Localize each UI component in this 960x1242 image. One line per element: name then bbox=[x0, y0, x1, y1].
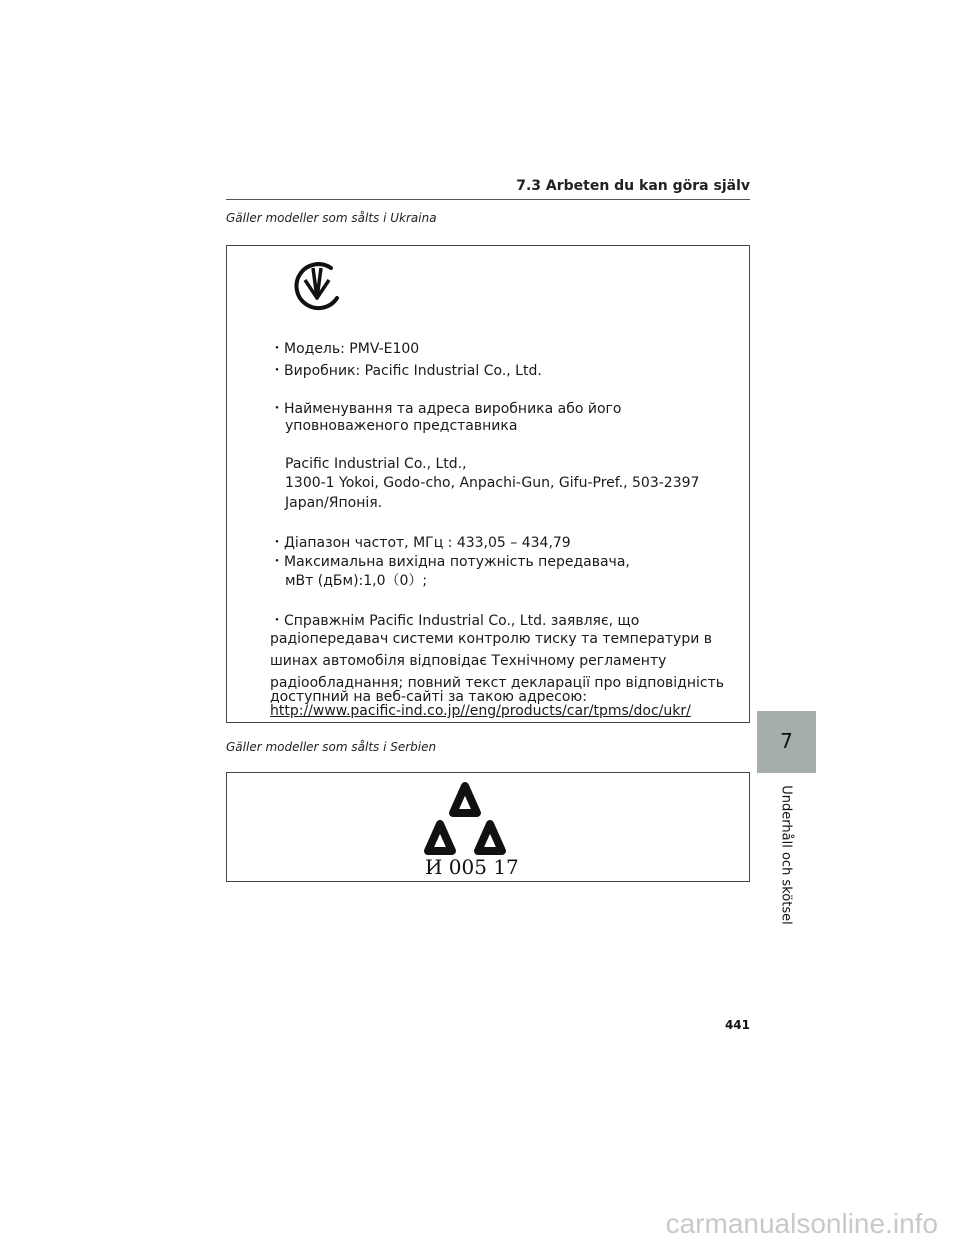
model-line: ・Модель: PMV-E100 bbox=[270, 341, 420, 357]
name-address-line: ・Найменування та адреса виробника або його bbox=[270, 401, 622, 417]
serbia-certification-code: И 005 17 bbox=[425, 855, 519, 879]
representative-line: уповноваженого представника bbox=[285, 418, 518, 434]
serbian-conformity-triangles-icon bbox=[415, 779, 515, 857]
serbia-caption: Gäller modeller som sålts i Serbien bbox=[226, 740, 437, 754]
declaration-line-3: шинах автомобіля відповідає Технічному регламенту bbox=[270, 653, 667, 669]
watermark: carmanualsonline.info bbox=[665, 1208, 938, 1239]
declaration-line-5: доступний на веб-сайті за такою адресою: bbox=[270, 689, 587, 705]
chapter-label: Underhåll och skötsel bbox=[778, 785, 794, 925]
company-line: Pacific Industrial Co., Ltd., bbox=[285, 456, 467, 472]
chapter-number: 7 bbox=[780, 729, 793, 753]
power-value-line: мВт (дБм):1,0（0）; bbox=[285, 573, 428, 589]
ukrcsepro-conformity-mark-icon bbox=[287, 258, 345, 312]
ukraine-declaration-box bbox=[226, 245, 750, 723]
frequency-line: ・Діапазон частот, МГц : 433,05 – 434,79 bbox=[270, 535, 571, 551]
header-divider bbox=[226, 199, 750, 200]
chapter-tab bbox=[757, 711, 816, 773]
declaration-url-link[interactable]: http://www.pacific-ind.co.jp//eng/products/car/tpms/doc/ukr/ bbox=[270, 703, 691, 719]
power-line: ・Максимальна вихідна потужність передавача, bbox=[270, 554, 630, 570]
country-line: Japan/Японія. bbox=[285, 495, 383, 511]
serbia-declaration-box bbox=[226, 772, 750, 882]
address-line: 1300-1 Yokoi, Godo-cho, Anpachi-Gun, Gifu-Pref., 503-2397 bbox=[285, 475, 700, 491]
ukraine-caption: Gäller modeller som sålts i Ukraina bbox=[226, 211, 437, 225]
page-number: 441 bbox=[724, 1018, 750, 1032]
section-title: 7.3 Arbeten du kan göra själv bbox=[516, 178, 750, 194]
declaration-line-1: ・Справжнім Pacific Industrial Co., Ltd. заявляє, що bbox=[270, 613, 640, 629]
declaration-line-4: радіообладнання; повний текст декларації про відповідність bbox=[270, 675, 724, 691]
manufacturer-line: ・Виробник: Pacific Industrial Co., Ltd. bbox=[270, 363, 542, 379]
declaration-line-2: радіопередавач системи контролю тиску та температури в bbox=[270, 631, 713, 647]
